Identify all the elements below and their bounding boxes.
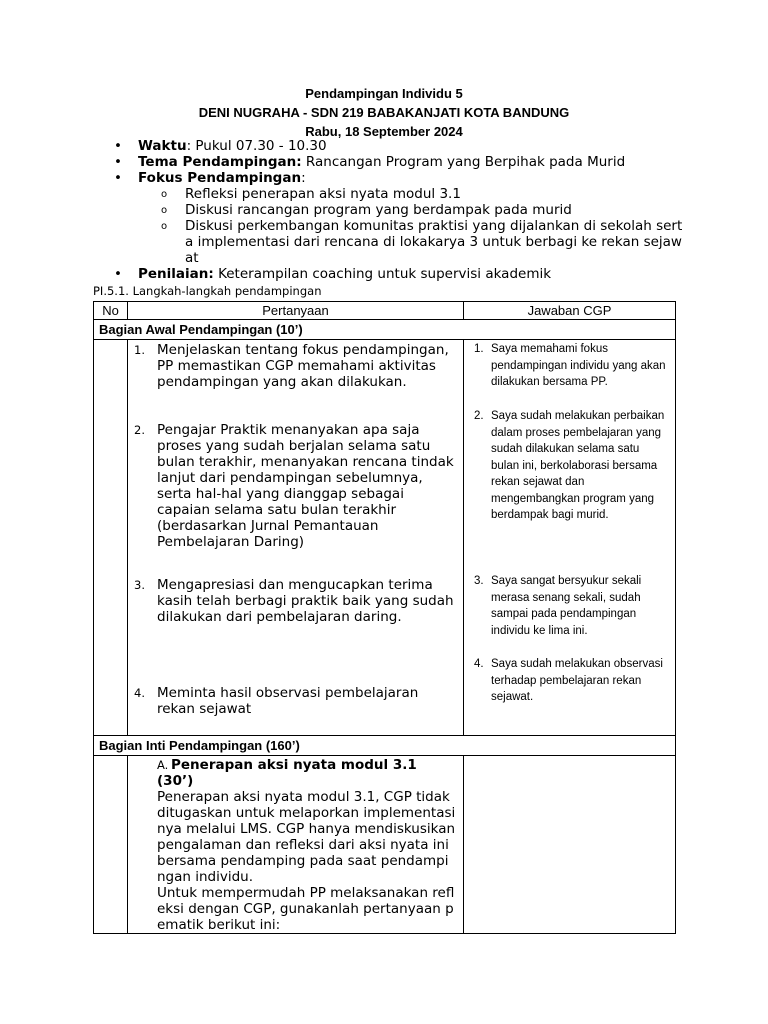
section-inti-label: Bagian Inti Pendampingan (160’) (94, 736, 676, 756)
section-row (94, 320, 676, 340)
question-item: 1. Menjelaskan tentang fokus pendampingan, PP memastikan CGP memahami aktivitas pendampingan yang akan dilakukan. (134, 342, 449, 390)
table-row (94, 756, 676, 934)
info-tema (108, 154, 688, 170)
fokus-item: o Diskusi perkembangan komunitas praktisi yang dijalankan di sekolah serta implementasi dari rencana di lokakarya 3 untuk berbagi ke rekan sejawat (138, 218, 685, 266)
header-no: No (94, 302, 128, 320)
fokus-label: Fokus Pendampingan (138, 170, 302, 186)
table-row (94, 340, 676, 736)
inti-answer-cell (464, 756, 676, 934)
document-subtitle: DENI NUGRAHA - SDN 219 BABAKANJATI KOTA BANDUNG (198, 105, 570, 120)
fokus-list (138, 186, 688, 266)
table-caption: PI.5.1. Langkah-langkah pendampingan (93, 284, 322, 298)
fokus-item: o Diskusi rancangan program yang berdampak pada murid (138, 202, 685, 218)
penilaian-value: Keterampilan coaching untuk supervisi akademik (213, 266, 552, 282)
section-row (94, 736, 676, 756)
answer-item: 4. Saya sudah melakukan observasi terhadap pembelajaran rekan sejawat. (474, 658, 663, 703)
inti-letter: A. (157, 758, 169, 772)
header-jawaban: Jawaban CGP (464, 302, 676, 320)
answer-item: 3. Saya sangat bersyukur sekali merasa senang sekali, sudah sampai pada pendampingan individu ke lima ini. (474, 575, 642, 637)
inti-paragraph: Untuk mempermudah PP melaksanakan refleksi dengan CGP, gunakanlah pertanyaan pematik berikut ini: (157, 885, 455, 933)
answer-item: 2. Saya sudah melakukan perbaikan dalam proses pembelajaran yang sudah dilakukan selama satu bulan ini, berkolaborasi bersama rekan sejawat dan mengembangkan program yang berdampak bagi murid. (474, 410, 665, 521)
answer-item: 1. Saya memahami fokus pendampingan individu yang akan dilakukan bersama PP. (474, 343, 666, 388)
inti-paragraph: Penerapan aksi nyata modul 3.1, CGP tidak ditugaskan untuk melaporkan implementasinya melalui LMS. CGP hanya mendiskusikan pengalaman dan refleksi dari aksi nyata ini bersama pendamping pada saat pendampingan individu. (157, 789, 456, 885)
info-list (108, 138, 688, 282)
info-waktu (108, 138, 688, 154)
tema-value: Rancangan Program yang Berpihak pada Murid (301, 154, 626, 170)
tema-label: Tema Pendampingan: (138, 154, 302, 170)
question-item: 3. Mengapresiasi dan mengucapkan terima kasih telah berbagi praktik baik yang sudah dilakukan dari pembelajaran daring. (134, 577, 454, 625)
header-pertanyaan: Pertanyaan (128, 302, 464, 320)
fokus-colon: : (301, 170, 306, 186)
question-item: 2. Pengajar Praktik menanyakan apa saja proses yang sudah berjalan selama satu bulan terakhir, menanyakan rencana tindak lanjut dari pendampingan sebelumnya, serta hal-hal yang dianggap sebagai capaian selama satu bulan terakhir (berdasarkan Jurnal Pemantauan Pembelajaran Daring) (134, 422, 454, 550)
info-fokus (108, 170, 688, 266)
no-cell (94, 756, 128, 934)
inti-heading-text: Penerapan aksi nyata modul 3.1 (30’) (157, 757, 417, 789)
inti-cell (128, 756, 464, 934)
no-cell (94, 340, 128, 736)
waktu-label: Waktu (138, 138, 187, 154)
document-title: Pendampingan Individu 5 (305, 86, 463, 101)
questions-cell (128, 340, 464, 736)
waktu-value: : Pukul 07.30 - 10.30 (186, 138, 327, 154)
info-penilaian (108, 266, 688, 282)
answers-cell (464, 340, 676, 736)
steps-table (93, 301, 676, 934)
document-date: Rabu, 18 September 2024 (305, 124, 463, 139)
penilaian-label: Penilaian: (138, 266, 214, 282)
fokus-item: o Refleksi penerapan aksi nyata modul 3.1 (138, 186, 685, 202)
question-item: 4. Meminta hasil observasi pembelajaran rekan sejawat (134, 685, 419, 717)
table-header-row (94, 302, 676, 320)
section-awal-label: Bagian Awal Pendampingan (10’) (94, 320, 676, 340)
inti-heading (157, 757, 457, 789)
